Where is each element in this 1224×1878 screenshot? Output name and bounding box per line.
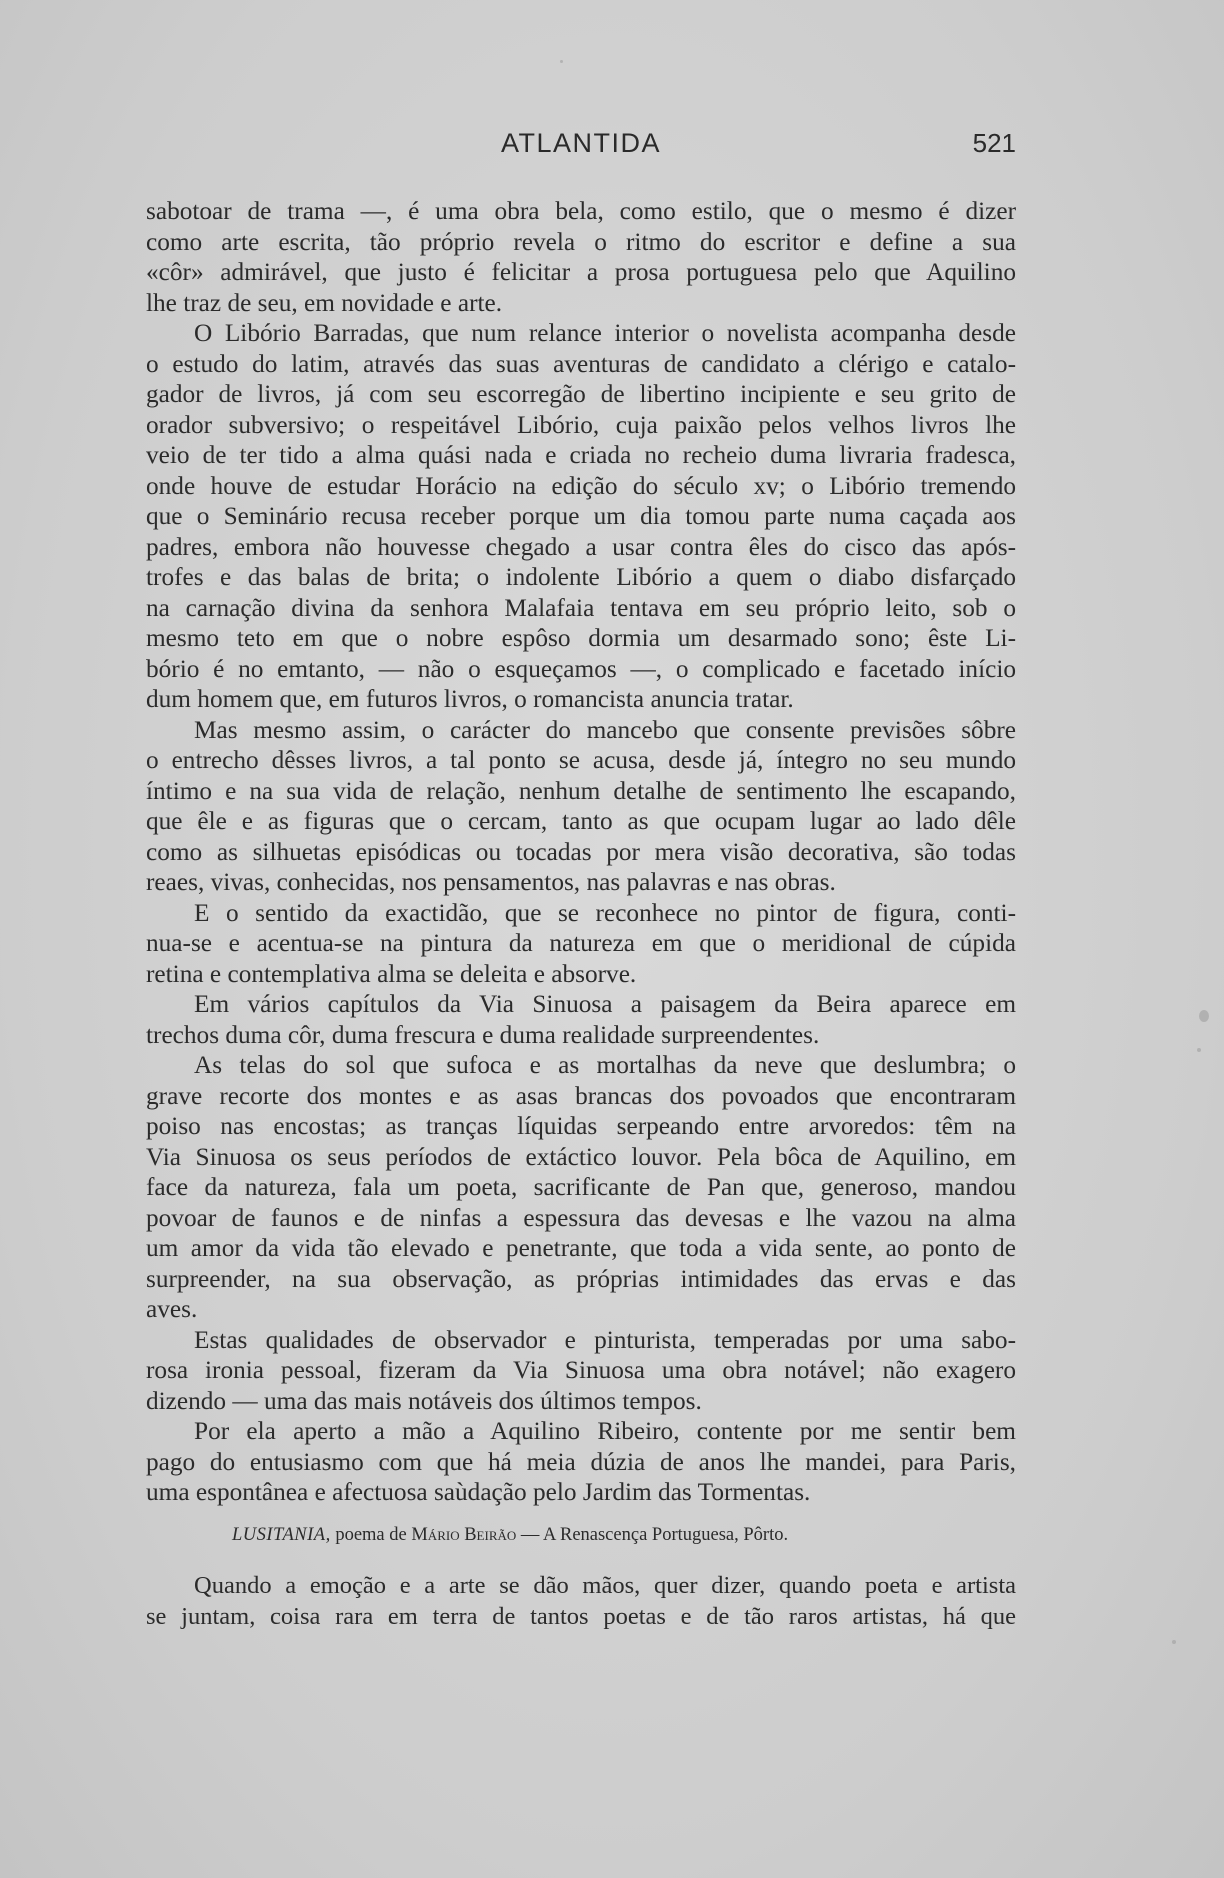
book-reference-title: LUSITANIA, — [232, 1525, 331, 1545]
body-text-line: trofes e das balas de brita; o indolente Libório a quem o diabo disfarçado — [146, 563, 1016, 591]
paper-speck — [1172, 1640, 1176, 1644]
body-text-line: «côr» admirável, que justo é felicitar a prosa portuguesa pelo que Aquilino — [146, 258, 1016, 286]
body-text-line: dum homem que, em futuros livros, o romancista anuncia tratar. — [146, 685, 794, 713]
body-text-line: trechos duma côr, duma frescura e duma realidade surpreendentes. — [146, 1020, 820, 1049]
body-text-line: que o Seminário recusa receber porque um dia tomou parte numa caçada aos — [146, 502, 1016, 530]
body-text-line: As telas do sol que sufoca e as mortalhas da neve que deslumbra; o — [194, 1051, 1016, 1079]
body-text-line: Por ela aperto a mão a Aquilino Ribeiro, contente por me sentir bem — [194, 1417, 1016, 1445]
body-text-line: rosa ironia pessoal, fizeram da Via Sinuosa uma obra notável; não exagero — [146, 1356, 1016, 1384]
body-text-line: retina e contemplativa alma se deleita e absorve. — [146, 959, 637, 988]
body-text-line: um amor da vida tão elevado e penetrante, que toda a vida sente, ao ponto de — [146, 1234, 1016, 1262]
page-header — [146, 128, 1016, 168]
body-text-line: gador de livros, já com seu escorregão de libertino incipiente e seu grito de — [146, 380, 1016, 408]
body-text-line: povoar de faunos e de ninfas a espessura das devesas e lhe vazou na alma — [146, 1203, 1016, 1232]
book-reference-author: Mário Beirão — [411, 1525, 517, 1545]
body-text-line: que êle e as figuras que o cercam, tanto as que ocupam lugar ao lado dêle — [146, 807, 1016, 835]
body-text-line: o estudo do latim, através das suas aventuras de candidato a clérigo e catalo- — [146, 349, 1016, 378]
body-text-line: veio de ter tido a alma quási nada e criada no recheio duma livraria fradesca, — [146, 441, 1016, 469]
body-text-line: dizendo — uma das mais notáveis dos últimos tempos. — [146, 1386, 702, 1415]
review-text-line: se juntam, coisa rara em terra de tantos poetas e de tão raros artistas, há que — [146, 1602, 1016, 1630]
body-text-line: bório é no emtanto, — não o esqueçamos —, o complicado e facetado início — [146, 654, 1016, 683]
page-number: 521 — [972, 128, 1016, 158]
body-text-line: face da natureza, fala um poeta, sacrificante de Pan que, generoso, mandou — [146, 1173, 1016, 1201]
body-text-line: mesmo teto em que o nobre espôso dormia um desarmado sono; êste Li- — [146, 624, 1016, 652]
review-body-text — [146, 1571, 1016, 1632]
body-text-line: como arte escrita, tão próprio revela o ritmo do escritor e define a sua — [146, 227, 1016, 256]
body-text-line: E o sentido da exactidão, que se reconhece no pintor de figura, conti- — [194, 898, 1016, 927]
body-text-line: o entrecho dêsses livros, a tal ponto se acusa, desde já, íntegro no seu mundo — [146, 746, 1016, 774]
body-text-line: como as silhuetas episódicas ou tocadas por mera visão decorativa, são todas — [146, 837, 1016, 866]
body-text-line: lhe traz de seu, em novidade e arte. — [146, 288, 503, 317]
body-text-line: Mas mesmo assim, o carácter do mancebo que consente previsões sôbre — [194, 715, 1016, 744]
paper-speck — [1199, 1010, 1209, 1022]
book-reference-publisher: — A Renascença Portuguesa, Pôrto. — [520, 1525, 789, 1545]
body-text-line: orador subversivo; o respeitável Libório, cuja paixão pelos velhos livros lhe — [146, 410, 1016, 439]
body-text-line: grave recorte dos montes e as asas brancas dos povoados que encontraram — [146, 1081, 1016, 1110]
paper-speck — [560, 60, 563, 63]
body-text-line: poiso nas encostas; as tranças líquidas serpeando entre arvoredos: têm na — [146, 1112, 1016, 1140]
body-text-line: íntimo e na sua vida de relação, nenhum detalhe de sentimento lhe escapando, — [146, 776, 1016, 805]
body-text-line: uma espontânea e afectuosa saùdação pelo Jardim das Tormentas. — [146, 1478, 811, 1506]
body-text-line: O Libório Barradas, que num relance interior o novelista acompanha desde — [194, 319, 1016, 347]
review-text-line: Quando a emoção e a arte se dão mãos, quer dizer, quando poeta e artista — [194, 1572, 1016, 1599]
running-title: ATLANTIDA — [500, 128, 662, 158]
body-text-line: sabotoar de trama —, é uma obra bela, como estilo, que o mesmo é dizer — [146, 197, 1016, 225]
body-text-line: surpreender, na sua observação, as próprias intimidades das ervas e das — [146, 1264, 1016, 1293]
body-text-line: aves. — [146, 1295, 198, 1323]
book-reference-description: poema de — [335, 1525, 407, 1545]
main-body-text — [146, 196, 1016, 1508]
body-text-line: nua-se e acentua-se na pintura da natureza em que o meridional de cúpida — [146, 929, 1016, 957]
body-text-line: Via Sinuosa os seus períodos de extáctico louvor. Pela bôca de Aquilino, em — [146, 1142, 1016, 1171]
body-text-line: pago do entusiasmo com que há meia dúzia de anos lhe mandei, para Paris, — [146, 1447, 1016, 1476]
body-text-line: padres, embora não houvesse chegado a usar contra êles do cisco das após- — [146, 532, 1016, 561]
body-text-line: reaes, vivas, conhecidas, nos pensamentos, nas palavras e nas obras. — [146, 868, 836, 896]
body-text-line: onde houve de estudar Horácio na edição do século xv; o Libório tremendo — [146, 471, 1016, 500]
body-text-line: Em vários capítulos da Via Sinuosa a paisagem da Beira aparece em — [194, 990, 1016, 1018]
body-text-line: na carnação divina da senhora Malafaia tentava em seu próprio leito, sob o — [146, 593, 1016, 622]
paper-speck — [1197, 1048, 1201, 1052]
body-text-line: Estas qualidades de observador e pinturista, temperadas por uma sabo- — [194, 1325, 1016, 1354]
book-reference-heading — [232, 1523, 992, 1547]
